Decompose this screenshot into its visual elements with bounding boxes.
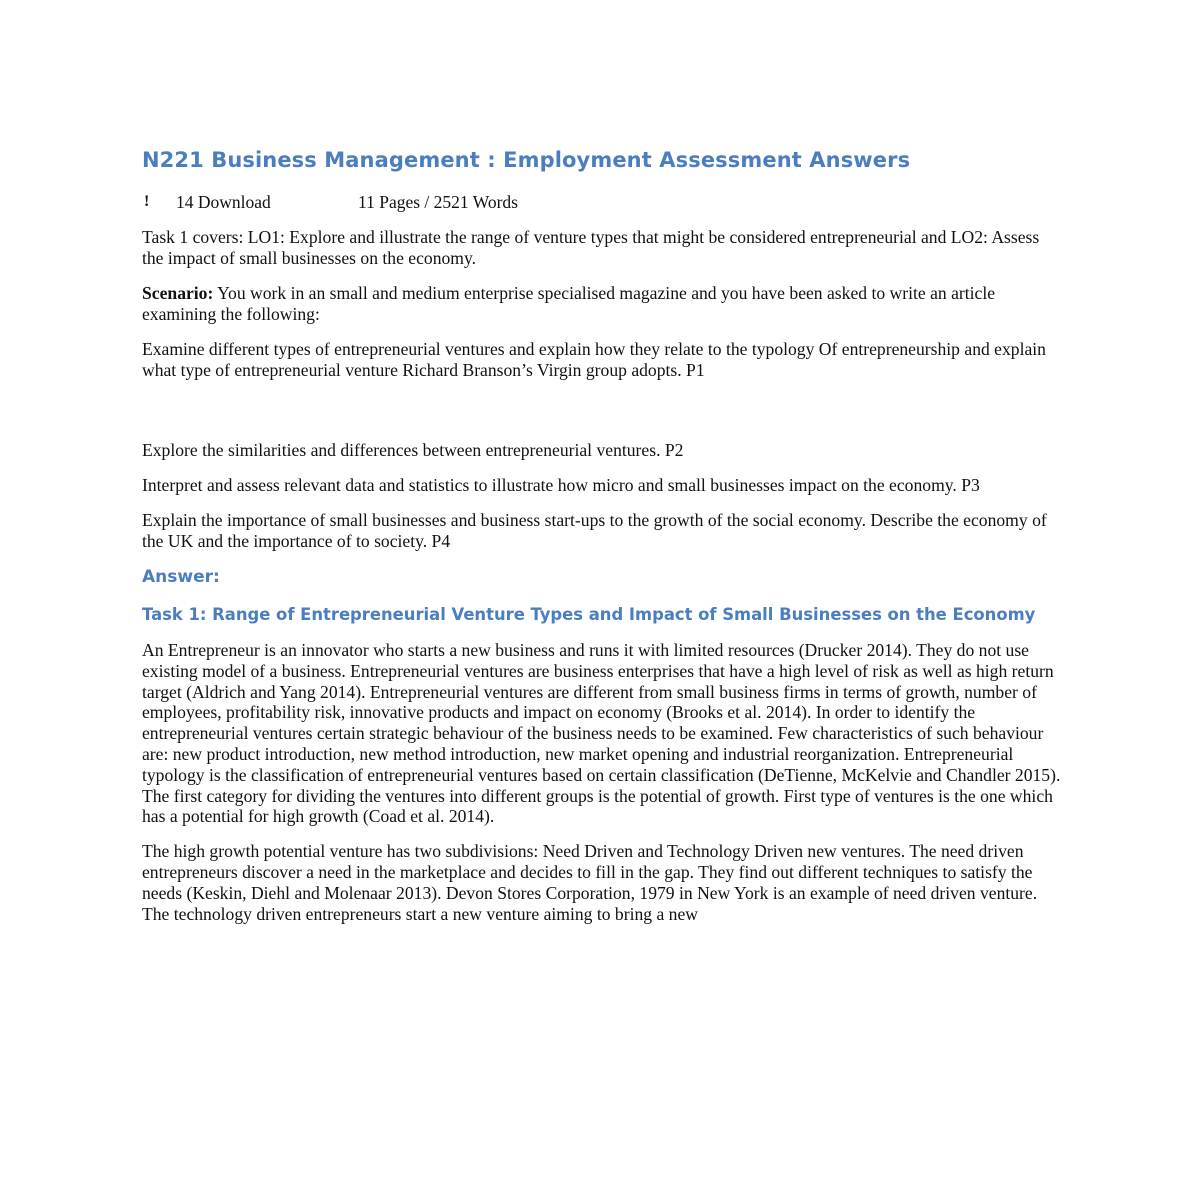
task-p4: Explain the importance of small businesses and business start-ups to the growth of the social economy. Describe the economy of the UK and the importance of to society. P4	[142, 510, 1047, 551]
scenario-label: Scenario:	[142, 283, 214, 303]
task-p2: Explore the similarities and differences between entrepreneurial ventures. P2	[142, 440, 684, 460]
document-title: N221 Business Management : Employment Assessment Answers	[142, 148, 911, 172]
download-count: 14 Download	[176, 192, 271, 212]
document-page	[142, 144, 1062, 938]
page-word-count: 11 Pages / 2521 Words	[358, 192, 518, 212]
answer-paragraph: The high growth potential venture has two subdivisions: Need Driven and Technology Driven new ventures. The need driven entrepreneurs discover a need in the marketplace and decides to fill in the gap. They find out different techniques to satisfy the needs (Keskin, Diehl and Molenaar 2013). Devon Stores Corporation, 1979 in New York is an example of need driven venture. The technology driven entrepreneurs start a new venture aiming to bring a new	[142, 841, 1038, 924]
scenario-paragraph	[142, 283, 1062, 325]
download-icon: !	[144, 193, 150, 210]
task1-heading: Task 1: Range of Entrepreneurial Venture Types and Impact of Small Businesses on the Economy	[142, 605, 1036, 624]
task-p3: Interpret and assess relevant data and statistics to illustrate how micro and small businesses impact on the economy. P3	[142, 475, 980, 495]
task-p1: Examine different types of entrepreneurial ventures and explain how they relate to the typology Of entrepreneurship and explain what type of entrepreneurial venture Richard Branson’s Virgin group adopts. P1	[142, 339, 1046, 380]
document-meta	[144, 190, 1062, 214]
answer-paragraph: An Entrepreneur is an innovator who starts a new business and runs it with limited resources (Drucker 2014). They do not use existing model of a business. Entrepreneurial ventures are business enterprises that have a high level of risk as well as high return target (Aldrich and Yang 2014). Entrepreneurial ventures are different from small business firms in terms of growth, number of employees, profitability risk, innovative products and impact on economy (Brooks et al. 2014). In order to identify the entrepreneurial ventures certain strategic behaviour of the business needs to be examined. Few characteristics of such behaviour are: new product introduction, new method introduction, new market opening and industrial reorganization. Entrepreneurial typology is the classification of entrepreneurial ventures based on certain classification (DeTienne, McKelvie and Chandler 2015). The first category for dividing the ventures into different groups is the potential of growth. First type of ventures is the one which has a potential for high growth (Coad et al. 2014).	[142, 640, 1061, 827]
intro-paragraph: Task 1 covers: LO1: Explore and illustrate the range of venture types that might be considered entrepreneurial and LO2: Assess the impact of small businesses on the economy.	[142, 227, 1040, 268]
spacer	[142, 395, 1062, 440]
answer-heading: Answer:	[142, 567, 220, 587]
scenario-text: You work in an small and medium enterprise specialised magazine and you have been asked to write an article examining the following:	[142, 283, 996, 324]
